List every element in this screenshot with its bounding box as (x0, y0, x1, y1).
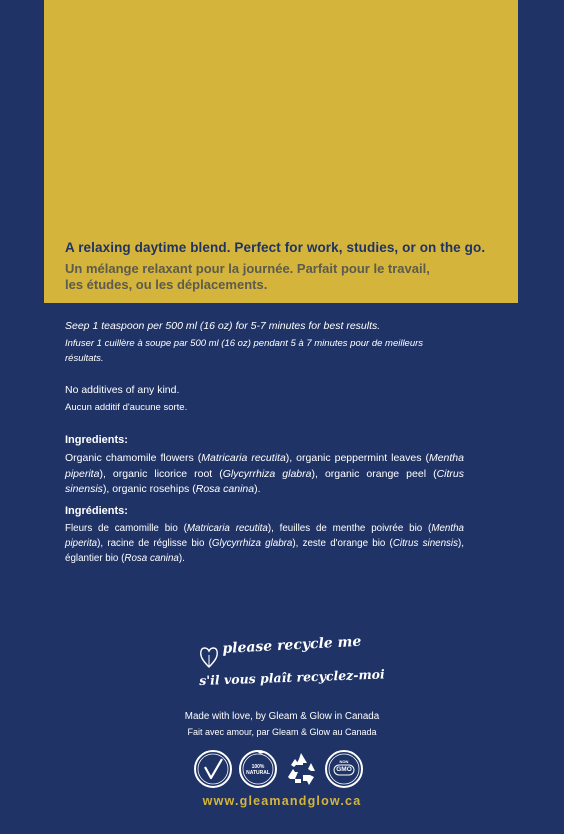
latin-name: Glycyrrhiza glabra (211, 538, 293, 549)
latin-name: Glycyrrhiza glabra (222, 467, 312, 480)
additives-french: Aucun additif d'aucune sorte. (65, 402, 188, 413)
tagline-english: A relaxing daytime blend. Perfect for work, studies, or on the go. (65, 240, 486, 255)
yellow-banner (44, 0, 518, 303)
latin-name: Citrus sinensis (65, 467, 464, 495)
recycle-message-english: please recycle me (222, 633, 362, 657)
made-in-canada-french: Fait avec amour, par Gleam & Glow au Canada (187, 727, 377, 737)
vegan-check-icon (193, 749, 233, 789)
ingredients-heading-french: Ingrédients: (65, 505, 128, 517)
website-url[interactable]: www.gleamandglow.ca (202, 794, 362, 808)
latin-name: Rosa canina (124, 553, 179, 564)
latin-name: Mentha piperita (65, 452, 464, 480)
latin-name: Matricaria recutita (186, 523, 268, 534)
non-gmo-badge-label: GMO (336, 766, 352, 773)
ingredient-text: ). (254, 483, 261, 495)
ingredient-text: ), organic rosehips ( (102, 483, 196, 495)
ingredient-text: Fleurs de camomille bio ( (65, 523, 187, 534)
ingredient-text: ), églantier bio ( (65, 538, 464, 564)
ingredient-text: Organic chamomile flowers ( (65, 452, 202, 464)
steep-instructions-english: Seep 1 teaspoon per 500 ml (16 oz) for 5-7 minutes for best results. (65, 320, 381, 332)
natural-badge-label: NATURAL (246, 770, 270, 776)
non-gmo-badge-non: NON (339, 759, 349, 764)
ingredient-text: ), racine de réglisse bio ( (97, 538, 212, 549)
tagline-french-line1: Un mélange relaxant pour la journée. Parfait pour le travail, (65, 261, 430, 276)
made-in-canada-english: Made with love, by Gleam & Glow in Canada (184, 711, 380, 722)
steep-instructions-french: Infuser 1 cuillère à soupe par 500 ml (16 oz) pendant 5 à 7 minutes pour de meilleurs résultats. (65, 338, 424, 364)
tagline-french-line2: les études, ou les déplacements. (65, 277, 268, 292)
latin-name: Matricaria recutita (201, 452, 286, 464)
non-gmo-badge (324, 749, 364, 789)
ingredient-text: ), organic licorice root ( (99, 467, 223, 480)
recycle-message-french: s'il vous plaît recyclez-moi (199, 666, 385, 688)
natural-badge-percent: 100% (251, 764, 265, 770)
ingredient-text: ), zeste d'orange bio ( (292, 538, 393, 549)
ingredient-text: ), organic peppermint leaves ( (285, 452, 429, 464)
recycle-icon (281, 749, 321, 789)
latin-name: Mentha piperita (65, 523, 464, 549)
additives-english: No additives of any kind. (65, 384, 180, 396)
tagline-french (65, 261, 465, 293)
natural-badge (238, 749, 278, 789)
heart-leaf-icon (199, 643, 219, 669)
ingredient-text: ). (178, 553, 185, 564)
ingredients-list-french (65, 521, 464, 566)
latin-name: Citrus sinensis (392, 538, 459, 549)
ingredients-heading-english: Ingredients: (65, 434, 128, 446)
latin-name: Rosa canina (195, 483, 255, 495)
ingredients-list-english (65, 451, 464, 498)
ingredient-text: ), organic orange peel ( (311, 467, 437, 480)
ingredient-text: ), feuilles de menthe poivrée bio ( (267, 523, 432, 534)
